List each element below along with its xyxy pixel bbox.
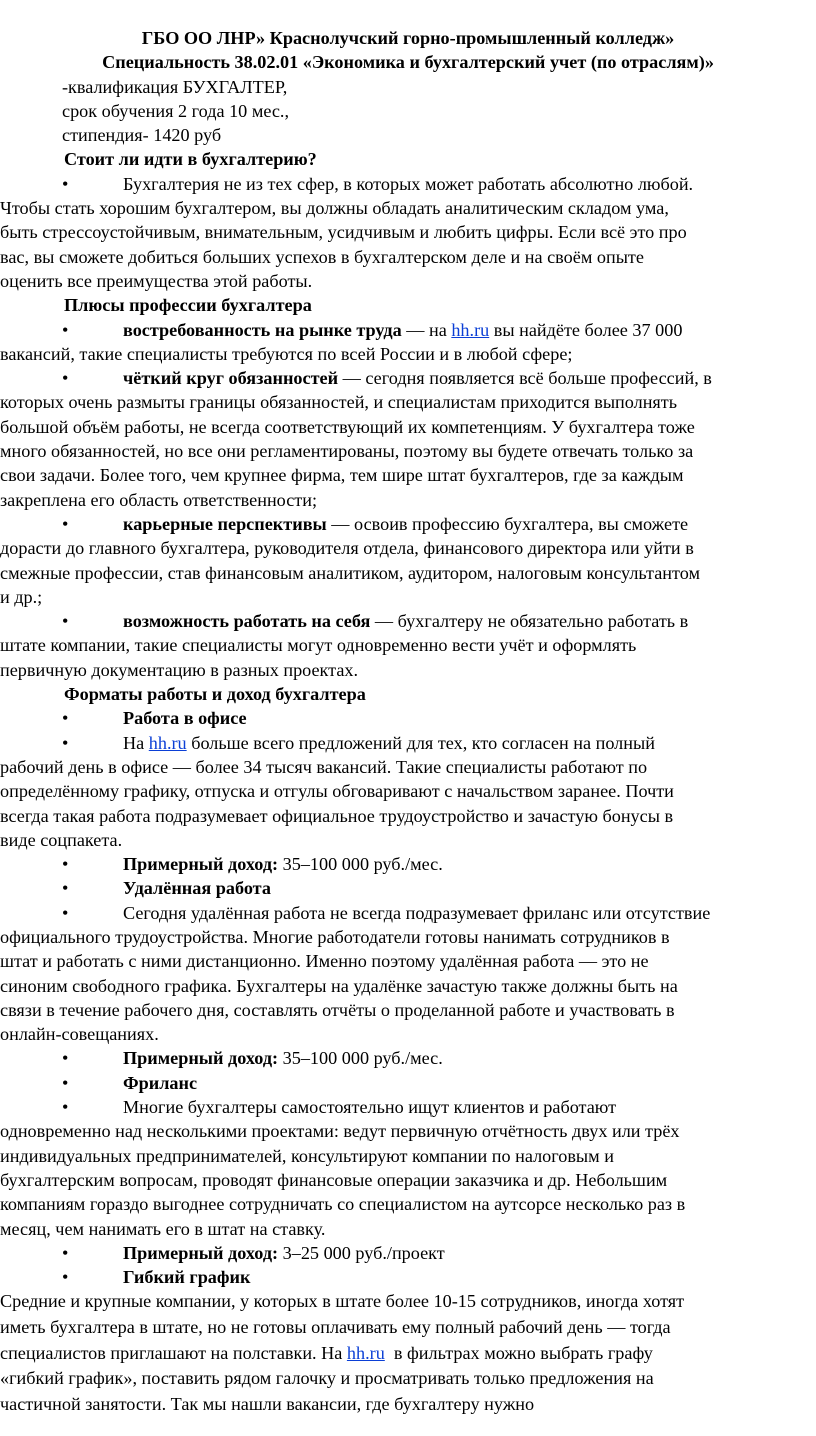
qualification-line: -квалификация БУХГАЛТЕР, — [62, 76, 288, 97]
document-page — [0, 26, 816, 1417]
format-text — [0, 901, 816, 925]
pros-term: карьерные перспективы — [123, 513, 327, 534]
college-title: ГБО ОО ЛНР» Краснолучский горно-промышленный колледж» — [141, 28, 675, 48]
bullet-icon: • — [62, 1242, 69, 1263]
bullet-icon: • — [62, 878, 69, 899]
bullet-icon: • — [62, 173, 69, 194]
bullet-icon: • — [62, 1097, 69, 1118]
pros-text: — освоив профессию бухгалтера, вы сможете — [326, 513, 689, 534]
income-line — [0, 852, 816, 876]
format-text: иметь бухгалтера в штате, но не готовы оплачивать ему полный рабочий день — тогда — [0, 1317, 671, 1338]
pros-text: — на — [401, 319, 452, 340]
income-line — [0, 1241, 816, 1265]
intro-text: оценить все преимущества этой работы. — [0, 270, 313, 291]
income-value: 35–100 000 руб./мес. — [278, 854, 443, 875]
format-text: частичной занятости. Так мы нашли вакансии, где бухгалтеру нужно — [0, 1393, 535, 1414]
format-text-part: Сегодня удалённая работа не всегда подразумевает фриланс или отсутствие — [123, 902, 711, 923]
format-title — [0, 706, 816, 730]
pros-item — [0, 609, 816, 633]
pros-term: возможность работать на себя — [123, 611, 371, 632]
income-label: Примерный доход: — [123, 854, 279, 875]
format-title-text: Гибкий график — [123, 1267, 251, 1288]
income-value: 35–100 000 руб./мес. — [278, 1048, 443, 1069]
pros-text: вакансий, такие специалисты требуются по всей России и в любой сфере; — [0, 343, 573, 364]
specialty-title: Специальность 38.02.01 «Экономика и бухгалтерский учет (по отраслям)» — [102, 52, 714, 73]
format-title — [0, 1071, 816, 1095]
income-line — [0, 1046, 816, 1070]
format-text: Средние и крупные компании, у которых в штате более 10-15 сотрудников, иногда хотят — [0, 1291, 685, 1312]
intro-text: быть стрессоустойчивым, внимательным, усидчивым и любить цифры. Если всё это про — [0, 222, 687, 243]
duration-line: срок обучения 2 года 10 мес., — [62, 100, 290, 121]
stipend-line: стипендия- 1420 руб — [62, 125, 222, 146]
format-text: онлайн-совещаниях. — [0, 1024, 159, 1045]
format-text — [0, 1095, 816, 1119]
bullet-icon: • — [62, 732, 69, 753]
pros-text: закреплена его область ответственности; — [0, 489, 318, 510]
format-text: всегда такая работа подразумевает официальное трудоустройство и зачастую бонусы в — [0, 805, 674, 826]
format-text-part: в фильтрах можно выбрать графу — [384, 1342, 653, 1363]
format-text — [0, 1341, 816, 1367]
format-text: одновременно над несколькими проектами: ведут первичную отчётность двух или трёх — [0, 1121, 680, 1142]
format-title-text: Фриланс — [123, 1072, 198, 1093]
format-text: бухгалтерским вопросам, проводят финансовые операции заказчика и др. Небольшим — [0, 1169, 668, 1190]
format-text: штат и работать с ними дистанционно. Именно поэтому удалённая работа — это не — [0, 951, 649, 972]
pros-heading: Плюсы профессии бухгалтера — [64, 295, 312, 316]
format-text: индивидуальных предпринимателей, консультируют компании по налоговым и — [0, 1145, 614, 1166]
intro-text: Чтобы стать хорошим бухгалтером, вы должны обладать аналитическим складом ума, — [0, 198, 669, 219]
format-text: определённому графику, отпуска и отгулы обговаривают с начальством заранее. Почти — [0, 781, 674, 802]
pros-text: смежные профессии, став финансовым аналитиком, аудитором, налоговым консультантом — [0, 562, 700, 583]
format-title — [0, 876, 816, 900]
bullet-icon: • — [62, 368, 69, 389]
format-title-text: Удалённая работа — [123, 878, 271, 899]
bullet-icon: • — [62, 513, 69, 534]
format-text: виде соцпакета. — [0, 829, 123, 850]
format-text: «гибкий график», поставить рядом галочку и просматривать только предложения на — [0, 1368, 654, 1389]
format-text-part: Многие бухгалтеры самостоятельно ищут клиентов и работают — [123, 1097, 617, 1118]
pros-text: свои задачи. Более того, чем крупнее фирма, тем шире штат бухгалтеров, где за каждым — [0, 465, 684, 486]
format-text — [0, 731, 816, 755]
pros-text: вы найдёте более 37 000 — [489, 319, 683, 340]
bullet-icon: • — [62, 902, 69, 923]
bullet-icon: • — [62, 1072, 69, 1093]
intro-text: вас, вы сможете добиться больших успехов в бухгалтерском деле и на своём опыте — [0, 246, 644, 267]
pros-text: которых очень размыты границы обязанностей, и специалистам приходится выполнять — [0, 392, 678, 413]
bullet-icon: • — [62, 611, 69, 632]
pros-text: — бухгалтеру не обязательно работать в — [370, 611, 689, 632]
pros-term: чёткий круг обязанностей — [123, 368, 339, 389]
format-title-text: Работа в офисе — [123, 708, 247, 729]
income-label: Примерный доход: — [123, 1048, 279, 1069]
format-text-part: На — [123, 732, 149, 753]
pros-text: дорасти до главного бухгалтера, руководителя отдела, финансового директора или уйти в — [0, 538, 694, 559]
pros-text: первичную документацию в разных проектах. — [0, 659, 359, 680]
pros-text: много обязанностей, но все они регламентированы, поэтому вы будете отвечать только за — [0, 441, 694, 462]
pros-item — [0, 366, 816, 390]
format-title — [0, 1265, 816, 1289]
pros-term: востребованность на рынке труда — [123, 319, 402, 340]
hh-link[interactable]: hh.ru — [148, 732, 187, 753]
bullet-icon: • — [62, 708, 69, 729]
intro-text: Бухгалтерия не из тех сфер, в которых может работать абсолютно любой. — [123, 173, 694, 194]
bullet-icon: • — [62, 319, 69, 340]
format-text-part: больше всего предложений для тех, кто согласен на полный — [186, 732, 655, 753]
pros-text: и др.; — [0, 586, 43, 607]
formats-heading: Форматы работы и доход бухгалтера — [64, 684, 366, 705]
format-text: месяц, чем нанимать его в штат на ставку. — [0, 1218, 326, 1239]
pros-text: большой объём работы, не всегда соответствующий их компетенциям. У бухгалтера тоже — [0, 416, 695, 437]
format-text-part: специалистов приглашают на полставки. На — [0, 1342, 347, 1363]
bullet-icon: • — [62, 1267, 69, 1288]
hh-link[interactable]: hh.ru — [346, 1342, 385, 1363]
format-text: компаниям гораздо выгоднее сотрудничать со специалистом на аутсорсе несколько раз в — [0, 1194, 686, 1215]
intro-heading: Стоит ли идти в бухгалтерию? — [64, 149, 317, 170]
format-text: официального трудоустройства. Многие работодатели готовы нанимать сотрудников в — [0, 926, 670, 947]
hh-link[interactable]: hh.ru — [451, 319, 490, 340]
format-text: синоним свободного графика. Бухгалтеры на удалёнке зачастую также должны быть на — [0, 975, 678, 996]
format-text: рабочий день в офисе — более 34 тысяч вакансий. Такие специалисты работают по — [0, 756, 648, 777]
income-value: 3–25 000 руб./проект — [278, 1242, 445, 1263]
income-label: Примерный доход: — [123, 1242, 279, 1263]
bullet-icon: • — [62, 854, 69, 875]
pros-item — [0, 512, 816, 536]
pros-text: — сегодня появляется всё больше профессий, в — [338, 368, 712, 389]
pros-item — [0, 318, 816, 342]
bullet-icon: • — [62, 1048, 69, 1069]
intro-bullet-line — [0, 172, 816, 196]
pros-text: штате компании, такие специалисты могут одновременно вести учёт и оформлять — [0, 635, 637, 656]
format-text: связи в течение рабочего дня, составлять отчёты о проделанной работе и участвовать в — [0, 999, 675, 1020]
